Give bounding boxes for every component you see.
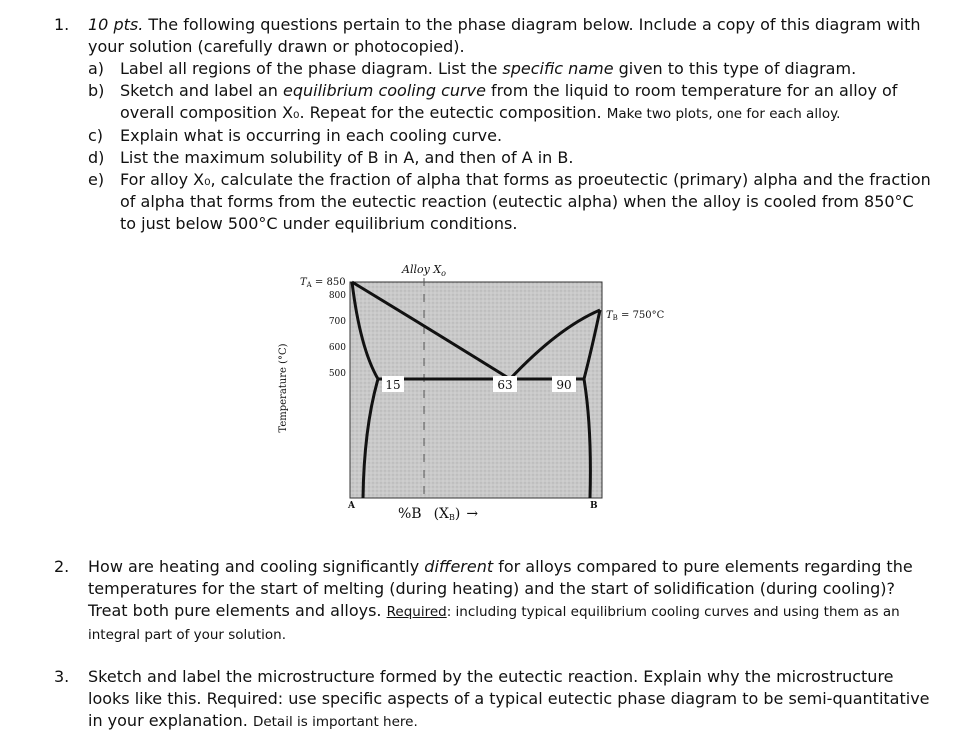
x-axis-label: %B (XB) → <box>398 506 479 522</box>
corner-b: B <box>590 501 598 511</box>
alloy-label: Alloy $X_o$ <box>402 263 446 278</box>
part-c: c) Explain what is occurring in each cooling curve. <box>88 126 503 145</box>
question-3: 3. Sketch and label the microstructure formed by the eutectic reaction. Explain why the microstructure looks like this. Required: use specific aspects of a typical eutectic phase diagram to be semi-quantitative in your explanation. Detail is important here. <box>54 667 930 730</box>
corner-a: A <box>348 501 355 511</box>
question-number: 2. <box>54 557 70 576</box>
y-tick-600: 600 <box>328 343 346 353</box>
question-1-intro: 10 pts. The following questions pertain to the phase diagram below. Include a copy of this diagram with your solution (carefully drawn or photocopied). <box>88 15 921 56</box>
points-label: 10 pts. <box>88 15 144 34</box>
ta-label: $T_A = 850$ <box>300 277 346 289</box>
y-tick-500: 500 <box>328 369 346 379</box>
part-b: b) Sketch and label an equilibrium cooling curve from the liquid to room temperature for an alloy of overall composition X₀. Repeat for the eutectic composition. Make two plots, one for each alloy. <box>88 81 898 122</box>
y-axis-label: Temperature (°C) <box>278 343 289 433</box>
part-a: a) Label all regions of the phase diagram. List the specific name given to this type of diagram. <box>88 59 857 78</box>
part-e: e) For alloy X₀, calculate the fraction of alpha that forms as proeutectic (primary) alpha and the fraction of alpha that forms from the eutectic reaction (eutectic alpha) when the alloy is cooled from 850°C to just below 500°C under equilibrium conditions. <box>88 170 931 233</box>
part-d: d) List the maximum solubility of B in A, and then of A in B. <box>88 148 574 167</box>
eutectic-point-63: 63 <box>497 378 513 392</box>
question-number: 1. <box>54 15 70 34</box>
eutectic-point-90: 90 <box>556 378 572 392</box>
question-2: 2. How are heating and cooling significantly different for alloys compared to pure elements regarding the temperatures for the start of melting (during heating) and the start of solidification (during cooling)? Treat both pure elements and alloys. Required: including typical equilibrium cooling curves and using them as an integral part of your solution. <box>54 557 913 643</box>
eutectic-point-15: 15 <box>385 378 401 392</box>
tb-label: $T_B = 750^\circ C$ <box>606 310 665 322</box>
question-number: 3. <box>54 667 70 686</box>
question-1 <box>54 14 934 235</box>
phase-diagram <box>268 258 708 528</box>
y-tick-700: 700 <box>328 317 346 327</box>
y-tick-800: 800 <box>328 291 346 301</box>
